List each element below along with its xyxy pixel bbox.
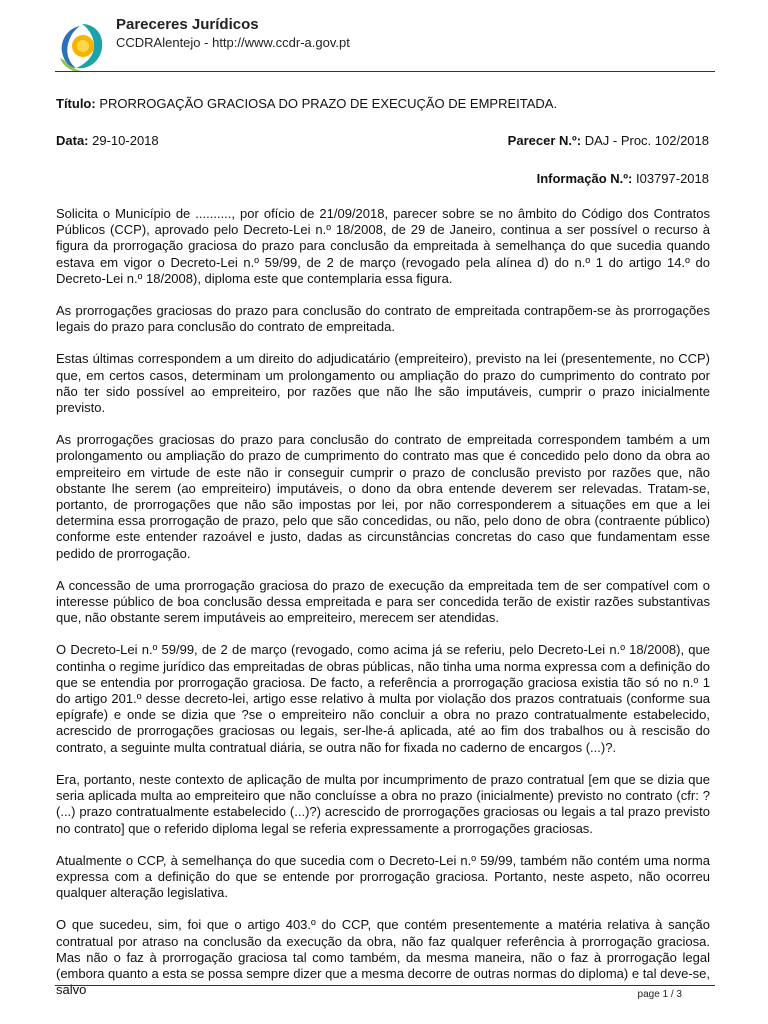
title-label: Título: [56, 96, 96, 111]
parecer-number [508, 133, 709, 148]
date-label: Data: [56, 133, 89, 148]
document-date [56, 133, 159, 148]
paragraph: Atualmente o CCP, à semelhança do que sucedia com o Decreto-Lei n.º 59/99, também não contém uma norma expressa com a definição do que se entende por prorrogação graciosa. Portanto, neste aspeto, não ocorreu qualquer alteração legislativa. [56, 852, 710, 901]
ccdr-logo-icon [56, 18, 108, 74]
informacao-number [537, 171, 709, 186]
brand-title: Pareceres Jurídicos [116, 16, 259, 33]
page-header [56, 12, 716, 72]
paragraph: O que sucedeu, sim, foi que o artigo 403.º do CCP, que contém presentemente a matéria relativa à sanção contratual por atraso na conclusão da execução da obra, não faz qualquer referência à prorrogação graciosa. Mas não o faz à prorrogação graciosa tal como também, da mesma maneira, não o faz à prorrogação legal (embora quanto a esta se possa sempre dizer que a mesma decorre de outras normas do diploma) e tal deve-se, salvo [56, 917, 710, 998]
info-value: I03797-2018 [635, 171, 709, 186]
header-divider [55, 71, 715, 72]
page-number: page 1 / 3 [637, 989, 682, 1000]
title-value: PRORROGAÇÃO GRACIOSA DO PRAZO DE EXECUÇÃO DE EMPREITADA. [99, 96, 558, 111]
paragraph: As prorrogações graciosas do prazo para conclusão do contrato de empreitada correspondem também a um prolongamento ou ampliação do prazo de cumprimento do contrato mas que é concedido pelo dono da obra ao empreiteiro em virtude de este não ir conseguir cumprir o prazo de conclusão previsto por razões que, não obstante lhe serem (ao empreiteiro) imputáveis, o dono da obra entende deverem ser relevadas. Tratam-se, portanto, de prorrogações que não são impostas por lei, por não corresponderem a situações em que a lei determina essa prorrogação de prazo, pelo que são concedidas, ou não, pelo dono de obra (contraente público) conforme este entender razoável e justo, dadas as circunstâncias concretas do caso que fundamentam esse pedido de prorrogação. [56, 432, 710, 561]
document-body [56, 206, 710, 1014]
parecer-value: DAJ - Proc. 102/2018 [584, 133, 709, 148]
paragraph: A concessão de uma prorrogação graciosa do prazo de execução da empreitada tem de ser compatível com o interesse público de boa conclusão dessa empreitada e para ser concedida terão de existir razões substantivas que, não obstante serem imputáveis ao empreiteiro, merecem ser atendidas. [56, 577, 710, 626]
document-title [56, 96, 557, 111]
paragraph: O Decreto-Lei n.º 59/99, de 2 de março (revogado, como acima já se referiu, pelo Decreto-Lei n.º 18/2008), que continha o regime jurídico das empreitadas de obras públicas, não tinha uma norma expressa com a definição do que se entendia por prorrogação graciosa. De facto, a referência a prorrogação graciosa existia tão só no n.º 1 do artigo 201.º desse decreto-lei, artigo esse relativo à multa por violação dos prazos contratuais (conforme sua epígrafe) e onde se dizia que ?se o empreiteiro não concluir a obra no prazo contratualmente estabelecido, acrescido de prorrogações graciosas ou legais, ser-lhe-á aplicada, até ao fim dos trabalhos ou à rescisão do contrato, a seguinte multa contratual diária, se outra não for fixada no caderno de encargos (...)?. [56, 642, 710, 755]
paragraph: As prorrogações graciosas do prazo para conclusão do contrato de empreitada contrapõem-se às prorrogações legais do prazo para conclusão do contrato de empreitada. [56, 303, 710, 335]
parecer-label: Parecer N.º: [507, 133, 582, 148]
footer-divider [55, 985, 715, 986]
brand-subtitle: CCDRAlentejo - http://www.ccdr-a.gov.pt [116, 35, 350, 50]
paragraph: Era, portanto, neste contexto de aplicação de multa por incumprimento de prazo contratual [em que se dizia que seria aplicada multa ao empreiteiro que não concluísse a obra no prazo (inicialmente) previsto no contrato (cfr: ?(...) prazo contratualmente estabelecido (...)?) acrescido de prorrogações graciosas ou legais a tal prazo previsto no contrato] que o referido diploma legal se referia expressamente a prorrogações graciosas. [56, 771, 710, 836]
info-label: Informação N.º: [536, 171, 633, 186]
date-value: 29-10-2018 [92, 133, 159, 148]
paragraph: Estas últimas correspondem a um direito do adjudicatário (empreiteiro), previsto na lei (presentemente, no CCP) que, em certos casos, determinam um prolongamento ou ampliação do prazo do cumprimento do contrato por não ter sido possível ao empreiteiro, por razões que não lhe são imputáveis, cumprir o prazo inicialmente previsto. [56, 351, 710, 416]
paragraph: Solicita o Município de .........., por ofício de 21/09/2018, parecer sobre se no âmbito do Código dos Contratos Públicos (CCP), aprovado pelo Decreto-Lei n.º 18/2008, de 29 de Janeiro, continua a ser possível o recurso à figura da prorrogação graciosa do prazo para conclusão da empreitada à semelhança do que sucedia quando estava em vigor o Decreto-Lei n.º 59/99, de 2 de março (revogado pela alínea d) do n.º 1 do artigo 14.º do Decreto-Lei n.º 18/2008), diploma este que contemplaria essa figura. [56, 206, 710, 286]
